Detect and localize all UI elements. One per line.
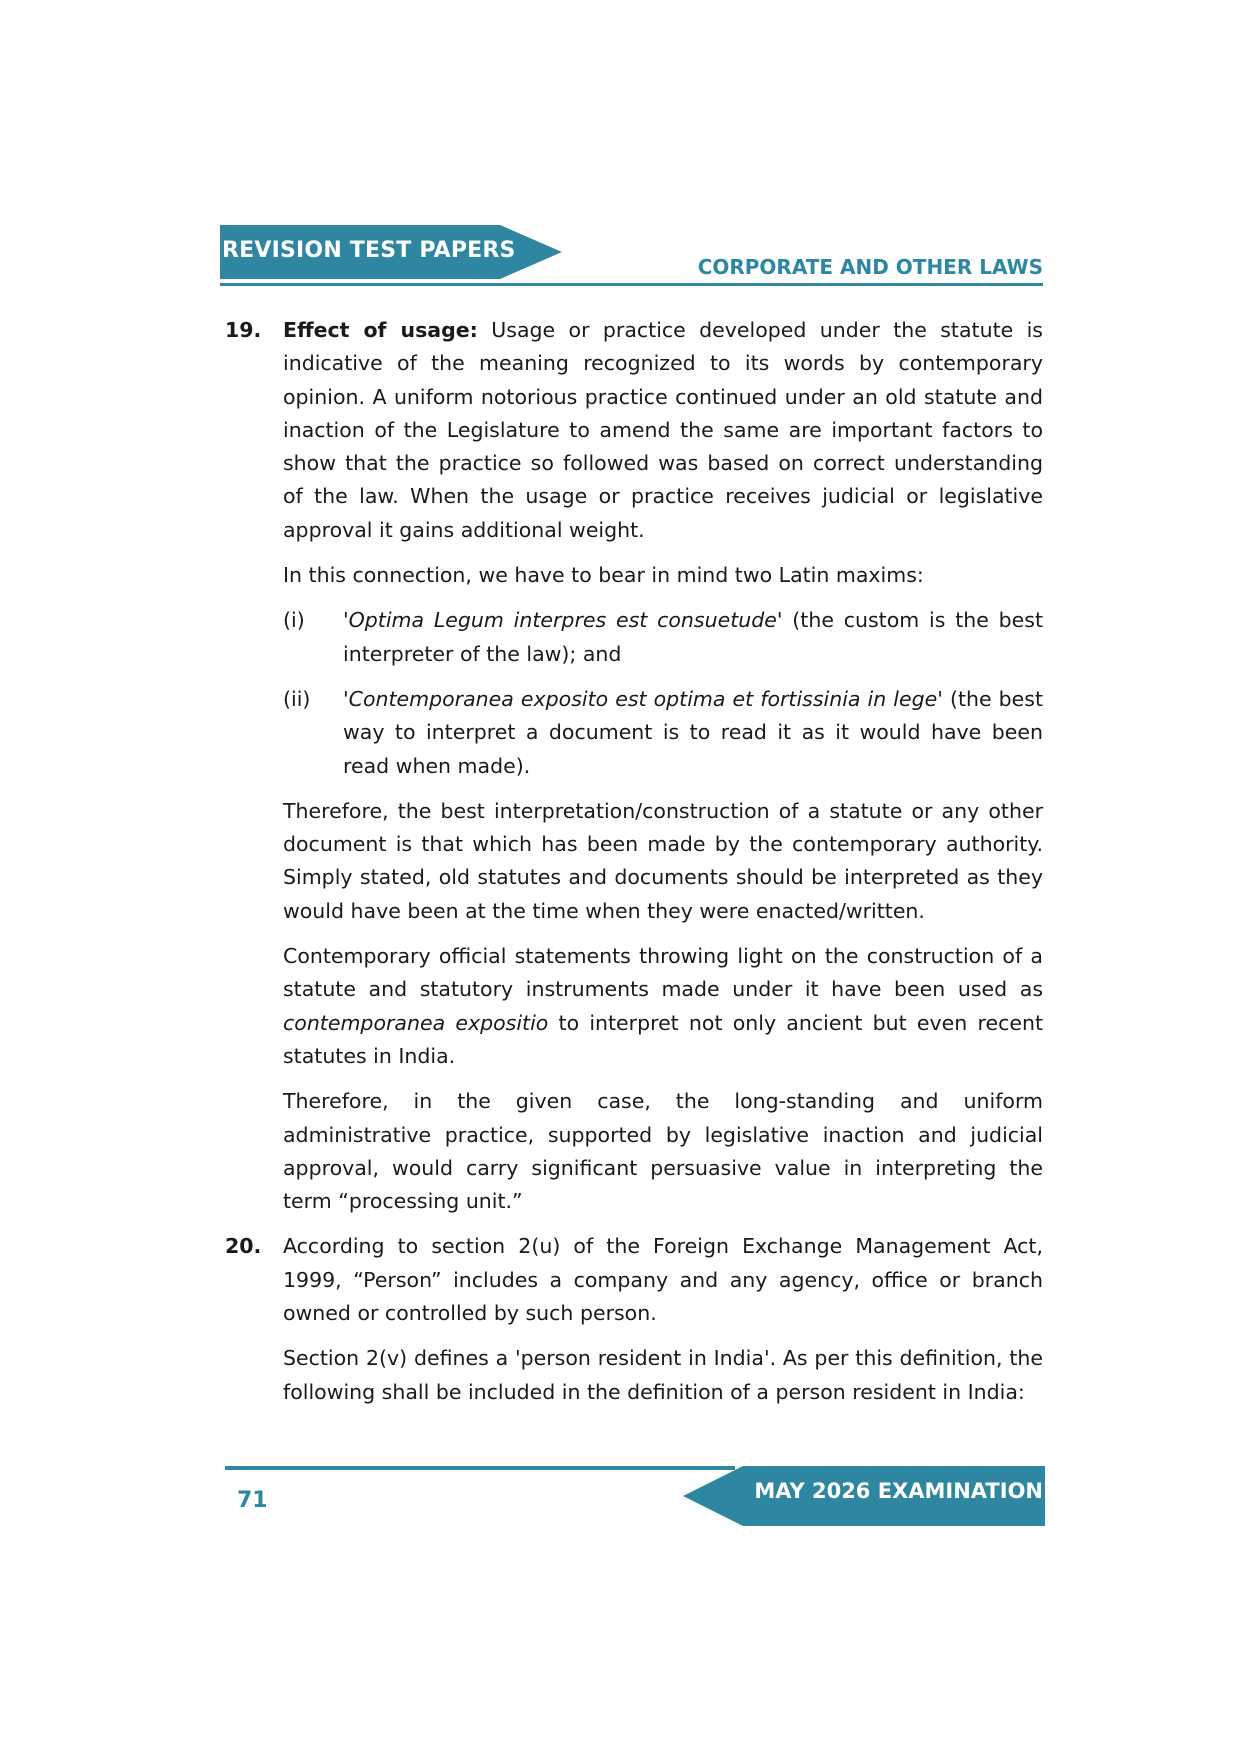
maxim-item: [283, 604, 1043, 671]
quote-mark: ': [343, 608, 349, 633]
maxim-item: [283, 683, 1043, 783]
question-number: 19.: [225, 318, 262, 342]
footer-banner: [683, 1466, 1045, 1526]
paragraph: Therefore, in the given case, the long-standing and uniform administrative practice, supported by legislative inaction and judicial approval, would carry significant persuasive value in interpreting the term “processing unit.”: [283, 1089, 1043, 1214]
question-number: 20.: [225, 1234, 262, 1259]
paragraph-text: to interpret not only ancient but even recent statutes in India.: [283, 1010, 1043, 1068]
header-divider: [220, 283, 1043, 286]
list-marker: (ii): [283, 686, 311, 711]
maxim-meaning: ' (the custom is the best interpreter of the law); and: [343, 608, 1043, 666]
page-number: 71: [237, 1488, 268, 1513]
latin-maxim: Contemporanea exposito est optima et fortissinia in lege: [348, 686, 938, 711]
footer-divider: [225, 1466, 735, 1470]
paragraph: In this connection, we have to bear in mind two Latin maxims:: [283, 563, 924, 588]
paragraph: [283, 314, 1043, 547]
list-marker: (i): [283, 608, 305, 633]
header-banner: [220, 225, 562, 279]
question-19: [225, 314, 1043, 1218]
quote-mark: ': [343, 686, 349, 711]
latin-term: contemporanea expositio: [283, 1010, 549, 1035]
paragraph: Therefore, the best interpretation/construction of a statute or any other document is that which has been made by the contemporary authority. Simply stated, old statutes and documents should be interpreted as they would have been at the time when they were enacted/written.: [283, 798, 1043, 923]
maxim-meaning: ' (the best way to interpret a document is to read it as it would have been read when made).: [343, 686, 1043, 778]
paragraph-text: Contemporary official statements throwing light on the construction of a statute and statutory instruments made under it have been used as: [283, 944, 1043, 1002]
answer-heading: Effect of usage:: [283, 318, 478, 342]
header-subject: CORPORATE AND OTHER LAWS: [697, 255, 1043, 279]
paragraph: Section 2(v) defines a 'person resident in India'. As per this definition, the following shall be included in the definition of a person resident in India:: [283, 1346, 1043, 1404]
question-20: [225, 1230, 1043, 1408]
paragraph: [283, 940, 1043, 1073]
paragraph: According to section 2(u) of the Foreign Exchange Management Act, 1999, “Person” includes a company and any agency, office or branch owned or controlled by such person.: [283, 1234, 1043, 1326]
paragraph-text: Usage or practice developed under the statute is indicative of the meaning recognized to its words by contemporary opinion. A uniform notorious practice continued under an old statute and inaction of the Legislature to amend the same are important factors to show that the practice so followed was based on correct understanding of the law. When the usage or practice receives judicial or legislative approval it gains additional weight.: [283, 318, 1043, 542]
exam-label: MAY 2026 EXAMINATION: [754, 1479, 1043, 1503]
header-banner-title: REVISION TEST PAPERS: [222, 238, 516, 263]
page-content: [225, 314, 1043, 1421]
latin-maxim: Optima Legum interpres est consuetude: [348, 608, 777, 633]
